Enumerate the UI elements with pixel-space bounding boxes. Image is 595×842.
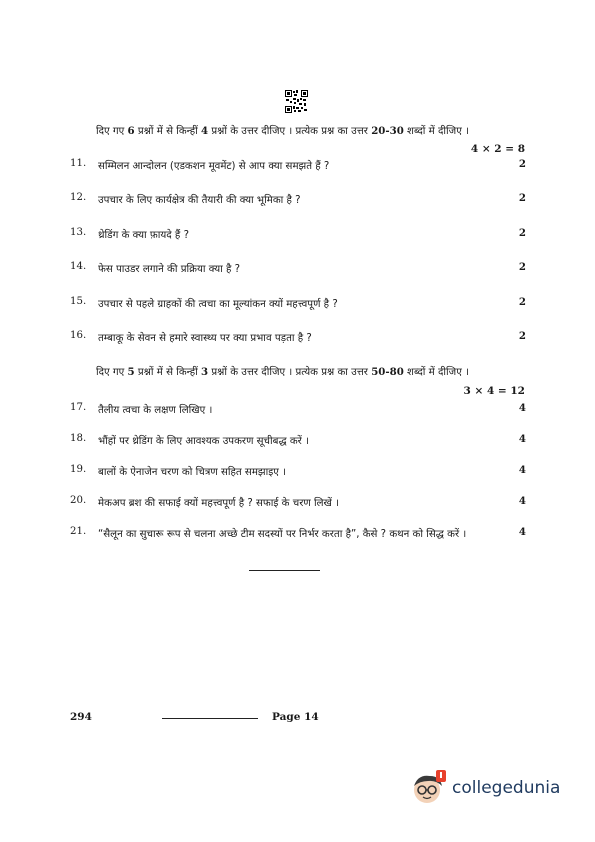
instruction-text: शब्दों में दीजिए । [403, 367, 469, 378]
instruction-total-count: 6 [127, 125, 135, 137]
question-marks: 2 [518, 226, 526, 239]
instruction-total-count: 5 [127, 366, 135, 378]
question-row [70, 296, 526, 312]
question-number: 16. [70, 330, 87, 341]
qr-code-icon [285, 90, 308, 113]
question-text: “सैलून का सुचारू रूप से चलना अच्छे टीम सदस्यों पर निर्भर करता है”, कैसे ? कथन को सिद्ध करें । [98, 529, 467, 540]
question-text: बालों के ऐनाजेन चरण को चित्रण सहित समझाइए । [98, 467, 286, 478]
question-number: 11. [70, 158, 87, 169]
question-row [70, 227, 526, 243]
question-text: थ्रेडिंग के क्या फ़ायदे हैं ? [98, 229, 189, 241]
question-text: मेकअप ब्रश की सफाई क्यों महत्त्वपूर्ण है ? सफाई के चरण लिखें । [98, 498, 339, 509]
question-text: सम्मिलन आन्दोलन (एडकशन मूवमेंट) से आप क्या समझते हैं ? [98, 161, 330, 172]
question-number: 18. [70, 433, 87, 444]
question-text: तैलीय त्वचा के लक्षण लिखिए । [98, 405, 213, 416]
section-1-marks: 4 × 2 = 8 [470, 143, 525, 155]
section-1-instruction [96, 123, 469, 137]
instruction-text: दिए गए [96, 367, 128, 378]
question-marks: 2 [518, 158, 526, 170]
question-row [70, 158, 526, 174]
instruction-text: प्रश्नों में से किन्हीं [134, 367, 201, 378]
end-of-questions-divider [249, 570, 320, 571]
question-marks: 4 [518, 526, 526, 538]
question-row [70, 495, 526, 511]
instruction-answer-count: 4 [201, 125, 209, 137]
question-text: उपचार से पहले ग्राहकों की त्वचा का मूल्यांकन क्यों महत्त्वपूर्ण है ? [98, 298, 338, 310]
question-marks: 4 [518, 464, 526, 476]
collegedunia-logo [410, 770, 561, 806]
instruction-word-range: 20-30 [371, 125, 404, 137]
question-number: 21. [70, 526, 87, 537]
paper-code: 294 [70, 711, 92, 723]
question-row [70, 192, 526, 208]
instruction-text: दिए गए [96, 126, 128, 137]
question-marks: 2 [518, 330, 526, 342]
logo-wordmark: collegedunia [452, 778, 561, 798]
instruction-answer-count: 3 [201, 366, 209, 378]
question-row [70, 402, 526, 418]
instruction-text: शब्दों में दीजिए । [403, 126, 469, 137]
instruction-text: प्रश्नों में से किन्हीं [134, 126, 201, 137]
instruction-word-range: 50-80 [371, 366, 404, 378]
question-number: 14. [70, 261, 87, 273]
section-2-marks: 3 × 4 = 12 [463, 385, 525, 397]
question-marks: 2 [518, 192, 526, 205]
question-text: भौंहों पर थ्रेडिंग के लिए आवश्यक उपकरण सूचीबद्ध करें । [98, 436, 309, 447]
student-mascot-icon [410, 770, 448, 806]
question-row [70, 261, 526, 277]
question-number: 17. [70, 402, 87, 413]
question-row [70, 433, 526, 449]
question-marks: 4 [518, 433, 526, 445]
question-text: उपचार के लिए कार्यक्षेत्र की तैयारी की क्या भूमिका है ? [98, 195, 301, 207]
instruction-text: प्रश्नों के उत्तर दीजिए । प्रत्येक प्रश्न का उत्तर [208, 126, 372, 137]
question-number: 19. [70, 464, 87, 475]
section-2-instruction [96, 364, 469, 378]
question-marks: 4 [518, 402, 526, 414]
question-number: 12. [70, 192, 87, 204]
question-row [70, 464, 526, 480]
question-number: 15. [70, 295, 87, 307]
page-number: Page 14 [272, 711, 319, 723]
question-marks: 2 [518, 295, 526, 308]
question-text: तम्बाकू के सेवन से हमारे स्वास्थ्य पर क्या प्रभाव पड़ता है ? [98, 333, 312, 344]
question-marks: 2 [518, 261, 526, 274]
question-number: 13. [70, 226, 87, 238]
question-marks: 4 [518, 495, 526, 507]
instruction-text: प्रश्नों के उत्तर दीजिए । प्रत्येक प्रश्न का उत्तर [208, 367, 372, 378]
question-row [70, 330, 526, 346]
question-row [70, 526, 526, 542]
question-text: फेस पाउडर लगाने की प्रक्रिया क्या है ? [98, 264, 241, 276]
question-number: 20. [70, 495, 87, 506]
footer-divider [162, 718, 258, 719]
